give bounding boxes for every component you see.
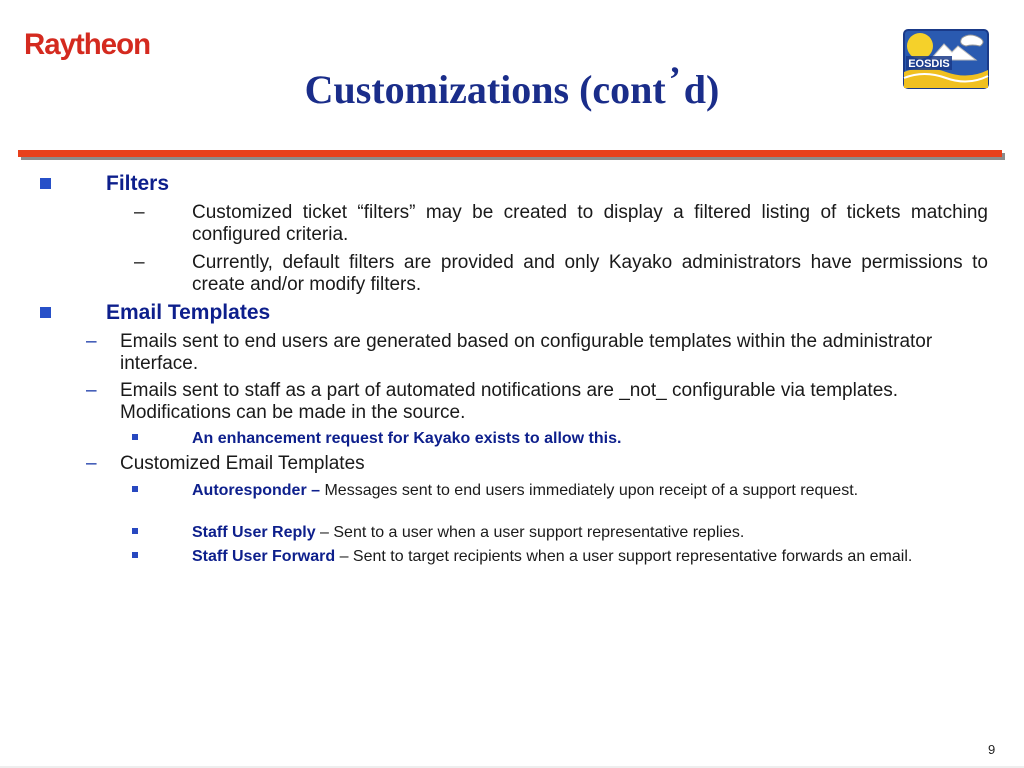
template-name: Staff User Forward bbox=[192, 548, 336, 565]
title-part1: Customizations (cont bbox=[304, 67, 666, 112]
template-desc: – Sent to target recipients when a user support representative forwards an email. bbox=[335, 548, 913, 565]
template-desc: Messages sent to end users immediately upon receipt of a support request. bbox=[320, 482, 859, 499]
template-staff-reply bbox=[192, 523, 952, 542]
small-square-bullet-icon bbox=[132, 486, 138, 492]
template-staff-forward bbox=[192, 547, 952, 566]
title-divider bbox=[18, 150, 1002, 157]
email-item-1: Emails sent to end users are generated based on configurable templates within the administrator interface. bbox=[120, 331, 933, 374]
dash-icon: – bbox=[134, 252, 145, 273]
filters-item-1: Customized ticket “filters” may be created to display a filtered listing of tickets matching configured criteria. bbox=[192, 202, 988, 245]
filters-heading: Filters bbox=[106, 172, 170, 195]
title-part2: d) bbox=[683, 67, 720, 112]
eosdis-label: EOSDIS bbox=[908, 58, 950, 70]
small-square-bullet-icon bbox=[132, 528, 138, 534]
template-desc: – Sent to a user when a user support representative replies. bbox=[315, 524, 745, 541]
dash-icon: – bbox=[86, 331, 97, 352]
enhancement-request-note: An enhancement request for Kayako exists to allow this. bbox=[192, 430, 622, 447]
template-name: Staff User Reply bbox=[192, 524, 316, 541]
dash-icon: – bbox=[86, 380, 97, 401]
eosdis-logo-icon bbox=[900, 26, 992, 92]
email-templates-heading: Email Templates bbox=[106, 301, 271, 324]
small-square-bullet-icon bbox=[132, 434, 138, 440]
filters-item-2: Currently, default filters are provided and only Kayako administrators have permissions to create and/or modify filters. bbox=[192, 252, 988, 295]
dash-icon: – bbox=[134, 202, 145, 223]
dash-icon: – bbox=[86, 453, 97, 474]
template-name: Autoresponder – bbox=[192, 482, 321, 499]
title-apostrophe: ’ bbox=[668, 59, 681, 99]
page-number: 9 bbox=[988, 742, 996, 757]
small-square-bullet-icon bbox=[132, 552, 138, 558]
email-item-2: Emails sent to staff as a part of automated notifications are _not_ configurable via templates. Modifications can be made in the source. bbox=[120, 380, 899, 423]
email-item-3: Customized Email Templates bbox=[120, 453, 365, 474]
template-autoresponder bbox=[192, 481, 952, 500]
square-bullet-icon bbox=[40, 307, 51, 318]
square-bullet-icon bbox=[40, 178, 51, 189]
raytheon-logo: Raytheon bbox=[24, 28, 151, 61]
